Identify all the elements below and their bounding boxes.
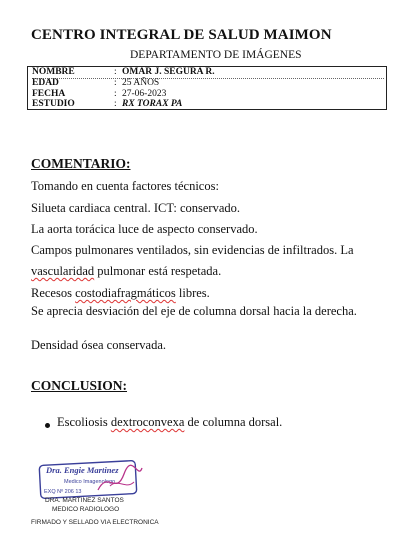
- patient-row-age: [32, 78, 384, 89]
- signer-name: DRA. MARTINEZ SANTOS: [45, 497, 124, 504]
- signer-role: MEDICO RADIOLOGO: [52, 506, 120, 513]
- patient-date-value: 27-06-2023: [122, 89, 167, 99]
- bullet-icon: [45, 423, 50, 428]
- conclusion-item: [57, 415, 282, 430]
- patient-study-value: RX TORAX PA: [122, 99, 183, 109]
- comment-line: [31, 286, 210, 301]
- patient-label: EDAD: [32, 78, 59, 88]
- colon: :: [114, 99, 117, 109]
- signature-stamp-icon: [38, 460, 148, 500]
- spellcheck-word: dextroconvexa: [110, 415, 185, 429]
- text-segment: Recesos: [31, 286, 76, 300]
- conclusion-heading: CONCLUSION:: [31, 378, 128, 393]
- colon: :: [114, 67, 117, 77]
- comment-heading: COMENTARIO:: [31, 156, 131, 171]
- comment-line: Se aprecia desviación del eje de columna dorsal hacia la derecha.: [31, 304, 357, 318]
- comment-line: Tomando en cuenta factores técnicos:: [31, 179, 219, 193]
- stamp-id: EXQ Nº 206 13: [44, 489, 82, 495]
- page-title: CENTRO INTEGRAL DE SALUD MAIMON: [31, 27, 332, 43]
- patient-label: ESTUDIO: [32, 99, 75, 109]
- patient-age-value: 25 AÑOS: [122, 78, 160, 88]
- patient-name-value: OMAR J. SEGURA R.: [122, 67, 215, 77]
- comment-line: Campos pulmonares ventilados, sin evidencias de infiltrados. La: [31, 243, 354, 257]
- spellcheck-word: costodiafragmáticos: [75, 286, 176, 300]
- signature-note: FIRMADO Y SELLADO VIA ELECTRONICA: [31, 519, 159, 526]
- patient-row-study: [32, 99, 384, 110]
- patient-info-box: [27, 66, 387, 110]
- text-segment: pulmonar está respetada.: [94, 264, 222, 278]
- spellcheck-word: vascularidad: [31, 264, 95, 278]
- comment-line: Silueta cardiaca central. ICT: conservado.: [31, 201, 241, 215]
- comment-line: Densidad ósea conservada.: [31, 338, 167, 352]
- patient-label: NOMBRE: [32, 67, 75, 77]
- comment-line: [31, 264, 221, 279]
- stamp-name: Dra. Engie Martinez: [46, 465, 119, 475]
- colon: :: [114, 89, 117, 99]
- text-segment: libres.: [175, 286, 210, 300]
- text-segment: Escoliosis: [57, 415, 111, 429]
- department-title: DEPARTAMENTO DE IMÁGENES: [130, 49, 302, 61]
- comment-line: La aorta torácica luce de aspecto conservado.: [31, 222, 258, 236]
- colon: :: [114, 78, 117, 88]
- text-segment: de columna dorsal.: [184, 415, 283, 429]
- patient-label: FECHA: [32, 89, 66, 99]
- stamp-role: Medico Imagenologo: [64, 479, 116, 485]
